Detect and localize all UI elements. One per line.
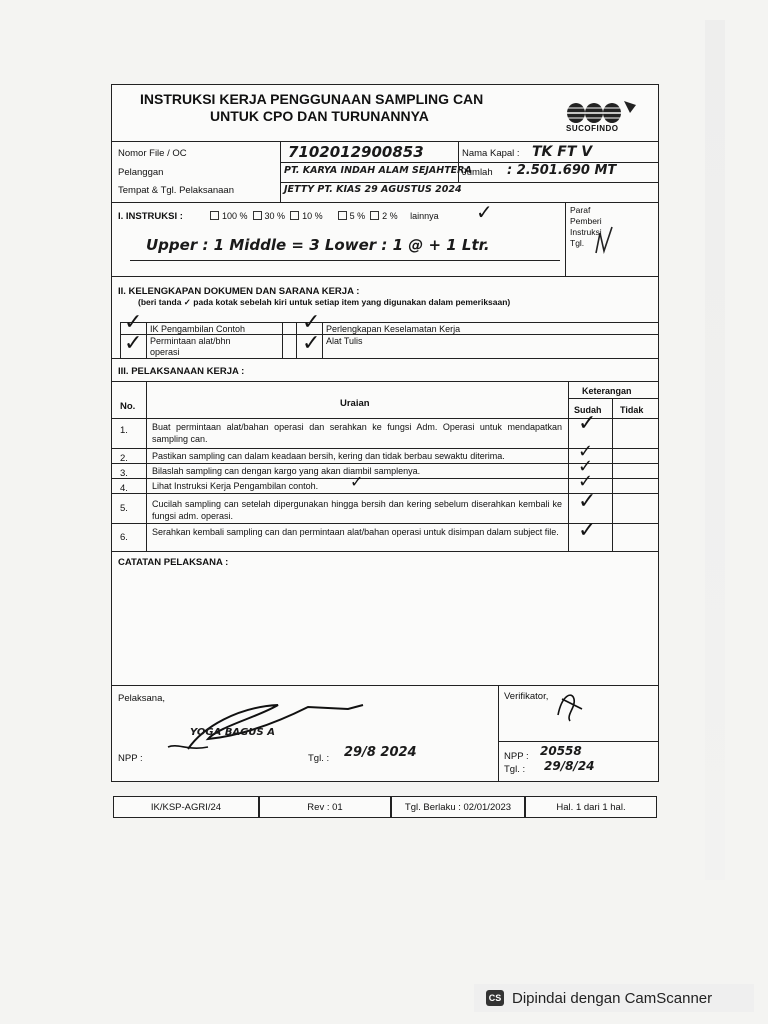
npp-right-value: 20558 (540, 744, 582, 758)
pelaksanaan-title: III. PELAKSANAAN KERJA : (118, 366, 245, 377)
option-10-label: 10 % (302, 211, 323, 221)
col-uraian-header: Uraian (340, 398, 370, 409)
instruksi-options (210, 211, 439, 221)
step-text: Buat permintaan alat/bahan operasi dan serahkan ke fungsi Adm. Operasi untuk mendapatkan sampling can. (152, 422, 562, 444)
check-lainnya-icon: ✓ (476, 200, 493, 224)
step-no: 6. (120, 532, 128, 543)
form-sheet (111, 84, 659, 782)
instruksi-handwritten: Upper : 1 Middle = 3 Lower : 1 @ + 1 Ltr. (146, 236, 490, 254)
pelaksana-label: Pelaksana, (118, 693, 166, 704)
option-100-label: 100 % (222, 211, 248, 221)
paraf-signature (590, 223, 620, 263)
step-check-icon: ✓ (578, 411, 597, 436)
col-sudah-header: Sudah (574, 405, 602, 415)
kelengkapan-title: II. KELENGKAPAN DOKUMEN DAN SARANA KERJA : (118, 286, 360, 297)
paraf-label-2: Pemberi (570, 216, 602, 226)
kelengkapan-item-ik: IK Pengambilan Contoh (150, 324, 246, 334)
col-tidak-header: Tidak (620, 405, 644, 415)
checkbox-100 (210, 211, 219, 220)
kelengkapan-item-alat-tulis: Alat Tulis (326, 336, 363, 346)
nama-kapal-label: Nama Kapal : (462, 148, 520, 159)
tgl-right-value: 29/8/24 (544, 759, 595, 773)
footer-berlaku: Tgl. Berlaku : 02/01/2023 (391, 796, 525, 818)
step-check-icon: ✓ (578, 456, 594, 477)
step-no: 1. (120, 425, 128, 436)
npp-right-label: NPP : (504, 751, 529, 762)
step-text: Cucilah sampling can setelah dipergunakan hingga bersih dan kering sebelum diserahkan kembali ke fungsi adm. operasi. (152, 499, 562, 521)
nama-kapal-value: TK FT V (532, 144, 593, 160)
footer-code: IK/KSP-AGRI/24 (113, 796, 259, 818)
kelengkapan-item-permintaan-2: operasi (150, 347, 180, 357)
paraf-label-4: Tgl. (570, 238, 585, 248)
step-text: Lihat Instruksi Kerja Pengambilan contoh. (152, 481, 319, 491)
step-text: Pastikan sampling can dalam keadaan bersih, kering dan tidak berbau sewaktu diterima. (152, 451, 505, 461)
kelengkapan-item-permintaan-1: Permintaan alat/bhn (150, 336, 231, 346)
step-no: 2. (120, 453, 128, 464)
pelaksana-name: YOGA BAGUS A (190, 727, 275, 738)
step-check-icon: ✓ (578, 489, 597, 514)
camscanner-label: Dipindai dengan CamScanner (512, 989, 713, 1007)
option-2-label: 2 % (382, 211, 398, 221)
npp-left-label: NPP : (118, 753, 143, 764)
nomor-file-label: Nomor File / OC (118, 148, 187, 159)
pelanggan-label: Pelanggan (118, 167, 164, 178)
step-check-icon: ✓ (578, 441, 594, 462)
document-footer (113, 796, 657, 816)
step-text: Serahkan kembali sampling can dan permintaan alat/bahan operasi untuk disimpan dalam subject file. (152, 527, 559, 537)
checkbox-10 (290, 211, 299, 220)
nomor-file-value: 7102012900853 (288, 143, 424, 161)
instruksi-label: I. INSTRUKSI : (118, 211, 183, 222)
camscanner-badge (474, 984, 754, 1012)
col-no-header: No. (120, 401, 136, 412)
form-title-line2: UNTUK CPO DAN TURUNANNYA (210, 108, 429, 124)
option-30-label: 30 % (264, 211, 286, 221)
checkbox-5 (338, 211, 347, 220)
option-lainnya-label: lainnya (410, 211, 439, 221)
tgl-right-label: Tgl. : (504, 764, 526, 775)
margin-bleed-through (705, 20, 725, 880)
step-no: 5. (120, 503, 128, 514)
check-keselamatan-icon: ✓ (302, 310, 321, 335)
step-check-icon: ✓ (578, 518, 597, 543)
logo-text: SUCOFINDO (566, 124, 619, 133)
jumlah-label: Jumlah (462, 167, 493, 178)
kelengkapan-item-keselamatan: Perlengkapan Keselamatan Kerja (326, 324, 461, 334)
check-permintaan-icon: ✓ (124, 331, 143, 356)
kelengkapan-subtitle: (beri tanda ✓ pada kotak sebelah kiri untuk setiap item yang digunakan dalam pemeriksaan) (138, 297, 511, 307)
step-check-icon: ✓ (578, 471, 594, 492)
pelanggan-value: PT. KARYA INDAH ALAM SEJAHTERA (284, 165, 472, 176)
option-5-label: 5 % (349, 211, 366, 221)
step-no: 4. (120, 483, 128, 494)
col-keterangan-header: Keterangan (582, 386, 632, 396)
tgl-value: 29/8 2024 (344, 745, 417, 760)
step-no: 3. (120, 468, 128, 479)
catatan-label: CATATAN PELAKSANA : (118, 557, 229, 568)
verifikator-signature (552, 685, 592, 725)
step-text: Bilaslah sampling can dengan kargo yang akan diambil samplenya. (152, 466, 421, 476)
paraf-label-1: Paraf (570, 205, 591, 215)
checkbox-30 (253, 211, 262, 220)
footer-hal: Hal. 1 dari 1 hal. (525, 796, 657, 818)
step-check-icon: ✓ (350, 472, 364, 491)
paraf-label-3: Instruksi (570, 227, 602, 237)
verifikator-label: Verifikator, (504, 691, 549, 702)
footer-rev: Rev : 01 (259, 796, 391, 818)
camscanner-icon: CS (486, 990, 504, 1006)
jumlah-value: : 2.501.690 MT (507, 163, 617, 178)
check-ik-icon: ✓ (124, 310, 143, 335)
checkbox-2 (370, 211, 379, 220)
check-alat-tulis-icon: ✓ (302, 331, 321, 356)
tempat-value: JETTY PT. KIAS 29 AGUSTUS 2024 (284, 184, 462, 195)
tgl-label: Tgl. : (308, 753, 330, 764)
sucofindo-logo (562, 99, 642, 139)
tempat-label: Tempat & Tgl. Pelaksanaan (118, 185, 235, 196)
form-title-line1: INSTRUKSI KERJA PENGGUNAAN SAMPLING CAN (140, 91, 484, 107)
